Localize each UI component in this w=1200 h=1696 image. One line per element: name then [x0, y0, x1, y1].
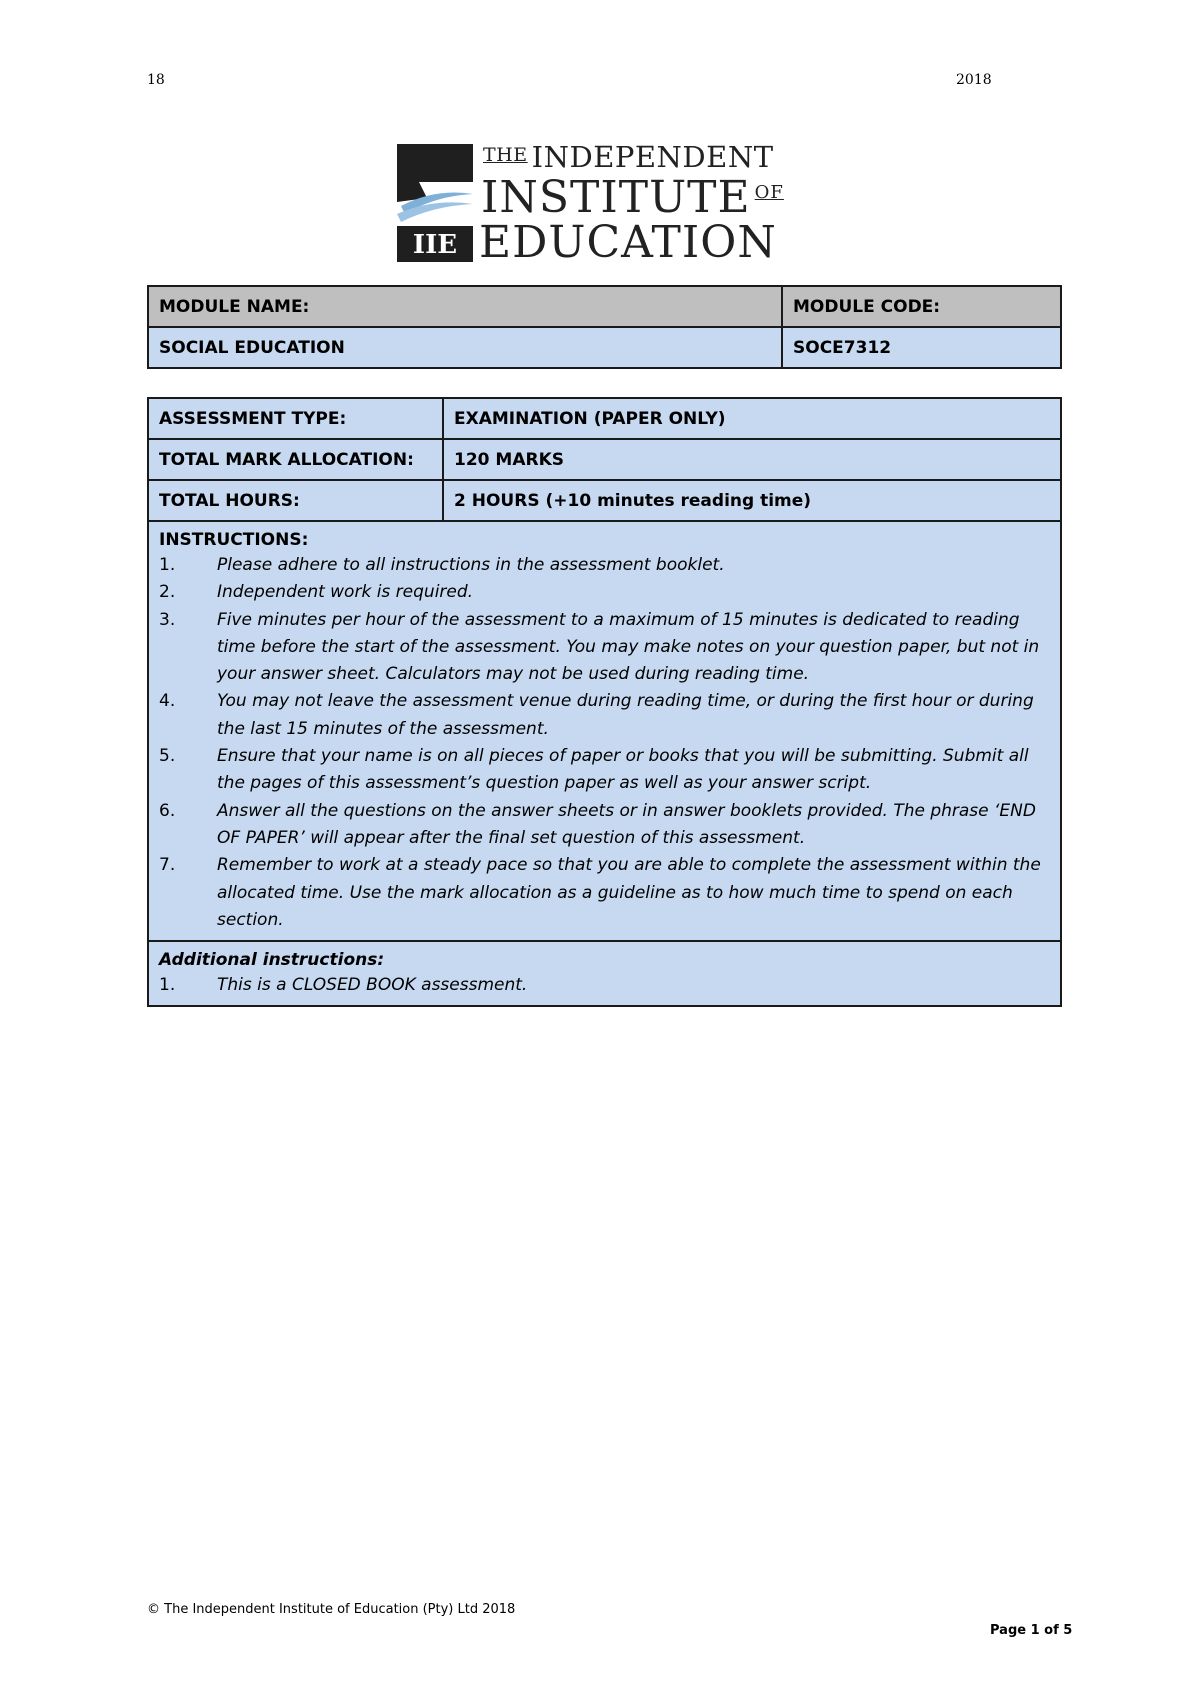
header-page-code: 18	[147, 72, 165, 88]
assessment-table	[147, 397, 1062, 1007]
list-item: 2. Independent work is required.	[159, 582, 474, 603]
additional-instructions-heading: Additional instructions:	[159, 950, 385, 971]
list-item: 5. Ensure that your name is on all pieces of paper or books that you will be submitting. Submit all the pages of this assessment’s question paper as well as your answer script.	[159, 746, 1029, 794]
module-name-label: MODULE NAME:	[148, 286, 782, 327]
instructions-heading: INSTRUCTIONS:	[159, 530, 309, 550]
svg-text:IIE: IIE	[412, 230, 458, 260]
module-name-value: SOCIAL EDUCATION	[148, 327, 782, 368]
module-code-label: MODULE CODE:	[782, 286, 1061, 327]
iie-logo	[397, 140, 817, 268]
instructions-cell	[148, 521, 1061, 941]
copyright-footer: © The Independent Institute of Education (Pty) Ltd 2018	[147, 1602, 516, 1617]
total-hours-label: TOTAL HOURS:	[148, 480, 443, 521]
logo-line-institute: INSTITUTE $^{OF}$	[481, 172, 784, 223]
list-item: 4. You may not leave the assessment venue during reading time, or during the first hour or during the last 15 minutes of the assessment.	[159, 691, 1034, 739]
iie-logo-mark-icon	[397, 144, 473, 262]
list-item: 6. Answer all the questions on the answer sheets or in answer booklets provided. The phrase ‘END OF PAPER’ will appear after the final set question of this assessment.	[159, 800, 1036, 848]
list-item: 1. This is a CLOSED BOOK assessment.	[159, 975, 528, 996]
assessment-type-label: ASSESSMENT TYPE:	[148, 398, 443, 439]
list-item: 1. Please adhere to all instructions in the assessment booklet.	[159, 555, 725, 575]
logo-line-independent: $^{THE}$ INDEPENDENT	[483, 140, 774, 174]
total-mark-label: TOTAL MARK ALLOCATION:	[148, 439, 443, 480]
list-item: 3. Five minutes per hour of the assessment to a maximum of 15 minutes is dedicated to reading time before the start of the assessment. You may make notes on your question paper, but not in your answer sheet. Calculators may not be used during reading time.	[159, 609, 1040, 685]
assessment-type-value: EXAMINATION (PAPER ONLY)	[443, 398, 1061, 439]
instructions-list	[159, 552, 1050, 934]
total-hours-value: 2 HOURS (+10 minutes reading time)	[443, 480, 1061, 521]
module-code-value: SOCE7312	[782, 327, 1061, 368]
logo-line-education: EDUCATION	[479, 217, 777, 268]
total-mark-value: 120 MARKS	[443, 439, 1061, 480]
list-item: 7. Remember to work at a steady pace so that you are able to complete the assessment within the allocated time. Use the mark allocation as a guideline as to how much time to spend on each section.	[159, 855, 1041, 930]
page-number: Page 1 of 5	[990, 1623, 1073, 1638]
module-table	[147, 285, 1062, 369]
additional-instructions-cell	[148, 941, 1061, 1006]
additional-instructions-list	[159, 972, 1050, 999]
header-year: 2018	[956, 72, 992, 88]
